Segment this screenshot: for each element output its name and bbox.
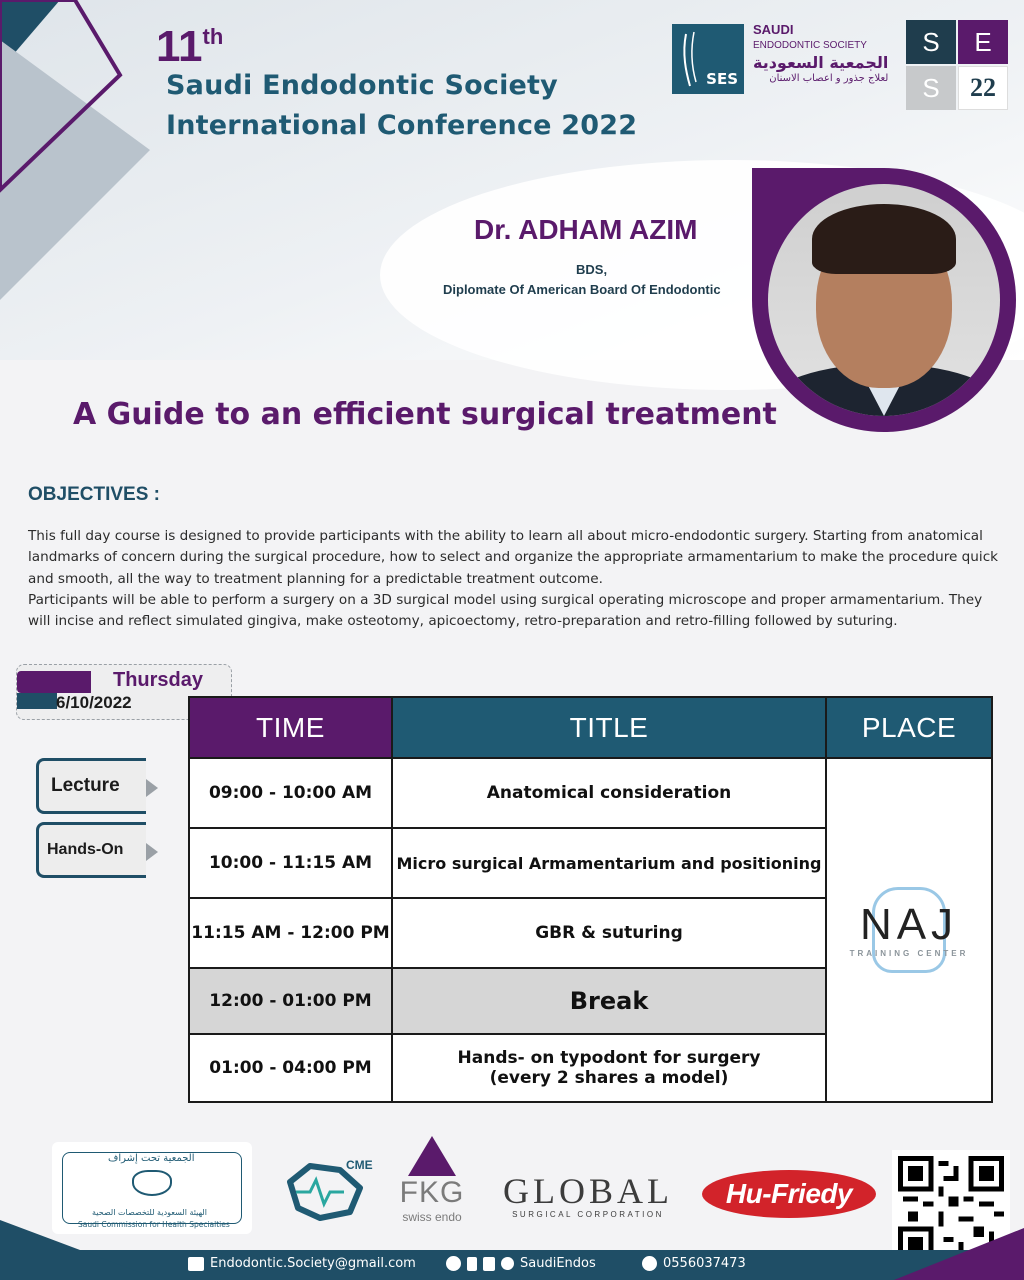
speaker-diploma: Diplomate Of American Board Of Endodontic [443, 282, 721, 297]
badge-letter: S [906, 20, 956, 64]
global-sub: SURGICAL CORPORATION [512, 1210, 664, 1219]
ses-name-block [753, 22, 888, 84]
ses-name-line1: SAUDI [753, 22, 794, 37]
footer-phone[interactable] [642, 1256, 746, 1271]
title-cell: Micro surgical Armamentarium and positioning [392, 828, 826, 898]
naj-logo [834, 899, 984, 958]
speaker-photo [768, 184, 1000, 416]
cme-label: CME [346, 1158, 373, 1172]
footer-phone-text: 0556037473 [663, 1256, 746, 1271]
naj-logo-word: NAJ [859, 899, 959, 949]
naj-logo-sub: TRAINING CENTER [849, 948, 969, 958]
time-cell: 12:00 - 01:00 PM [189, 968, 392, 1034]
title-line: Hands- on typodont for surgery [457, 1048, 761, 1068]
table-row [189, 758, 992, 828]
ses-name-arabic: الجمعية السعودية [753, 53, 889, 72]
fkg-logo [394, 1134, 470, 1238]
fkg-sub: swiss endo [402, 1210, 462, 1224]
instagram-icon [483, 1257, 495, 1271]
time-cell: 11:15 AM - 12:00 PM [189, 898, 392, 968]
header-place: PLACE [826, 697, 992, 758]
badge-letter: E [958, 20, 1008, 64]
badge-letter: S [906, 66, 956, 110]
twitter-icon [446, 1256, 461, 1271]
session-type-handson: Hands-On [36, 822, 146, 878]
scfhs-arabic-top: الجمعية تحت إشراف [104, 1153, 199, 1164]
scfhs-arabic: الهيئة السعودية للتخصصات الصحية [92, 1208, 207, 1217]
footer-bar [0, 1250, 1024, 1280]
conference-edition [156, 22, 223, 72]
ses-name-arabic-sub: لعلاج جذور و اعصاب الاسنان [769, 73, 889, 84]
header-time: TIME [189, 697, 392, 758]
day-name: Thursday [113, 669, 204, 691]
objectives-text [28, 526, 1003, 632]
footer-email-text: Endodontic.Society@gmail.com [210, 1256, 416, 1271]
conference-title-line1: Saudi Endodontic Society [166, 70, 558, 101]
header-title: TITLE [392, 697, 826, 758]
global-surgical-logo [498, 1172, 678, 1219]
objectives-heading: OBJECTIVES : [28, 484, 160, 505]
footer-email[interactable] [188, 1256, 416, 1271]
footer-social[interactable] [446, 1256, 596, 1271]
conference-title [166, 66, 637, 146]
cme-logo [280, 1152, 380, 1232]
ses22-badge [906, 20, 1008, 112]
fkg-triangle-icon [408, 1136, 456, 1176]
speaker-degree: BDS, [576, 262, 608, 277]
badge-year: 22 [958, 66, 1008, 110]
time-cell: 09:00 - 10:00 AM [189, 758, 392, 828]
photo-hair [812, 204, 956, 274]
lecture-title: A Guide to an efficient surgical treatment [73, 397, 777, 432]
title-cell: Anatomical consideration [392, 758, 826, 828]
whatsapp-icon [642, 1256, 657, 1271]
day-badge-accent [17, 671, 91, 693]
footer-accent-right [894, 1228, 1024, 1280]
day-date: 6/10/2022 [56, 693, 132, 712]
ses-logo-text: SES [706, 70, 738, 88]
title-cell: Break [392, 968, 826, 1034]
edition-suffix: th [202, 24, 224, 49]
heartbeat-icon [132, 1170, 172, 1196]
hufriedy-name: Hu-Friedy [725, 1178, 853, 1209]
time-cell: 10:00 - 11:15 AM [189, 828, 392, 898]
snapchat-icon [501, 1257, 514, 1270]
ses-name-line2: ENDODONTIC SOCIETY [753, 40, 867, 51]
ses-logo [672, 24, 744, 94]
global-name: GLOBAL [503, 1171, 673, 1211]
scfhs-english: Saudi Commission for Health Specialties [78, 1220, 230, 1229]
title-cell: GBR & suturing [392, 898, 826, 968]
fkg-name: FKG [399, 1176, 465, 1209]
conference-title-line2: International Conference 2022 [166, 110, 638, 141]
objectives-paragraph: This full day course is designed to provide participants with the ability to learn all about micro-endodontic surgery. Starting from anatomical landmarks of concern during the surgical procedure, how to select and organize the appropriate armamentarium to make the procedure quick and smooth, all the way to treatment planning for a predictable treatment outcome. [28, 528, 999, 587]
speaker-name: Dr. ADHAM AZIM [474, 214, 698, 245]
footer-social-handle: SaudiEndos [520, 1256, 596, 1271]
schedule-table [188, 696, 993, 1103]
title-line: (every 2 shares a model) [489, 1068, 729, 1088]
facebook-icon [467, 1257, 477, 1271]
footer-accent-left [0, 1220, 160, 1280]
edition-number: 11 [156, 22, 203, 71]
day-badge-accent [17, 693, 57, 709]
objectives-paragraph: Participants will be able to perform a surgery on a 3D surgical model using surgical operating microscope and proper armamentarium. They will incise and reflect simulated gingiva, make osteotomy, apicoectomy, retro-preparation and retro-filling followed by suturing. [28, 591, 983, 630]
mail-icon [188, 1257, 204, 1271]
title-cell [392, 1034, 826, 1102]
session-type-lecture: Lecture [36, 758, 146, 814]
hufriedy-logo [702, 1170, 876, 1218]
time-cell: 01:00 - 04:00 PM [189, 1034, 392, 1102]
corner-decoration [0, 0, 160, 300]
place-cell [826, 758, 992, 1102]
